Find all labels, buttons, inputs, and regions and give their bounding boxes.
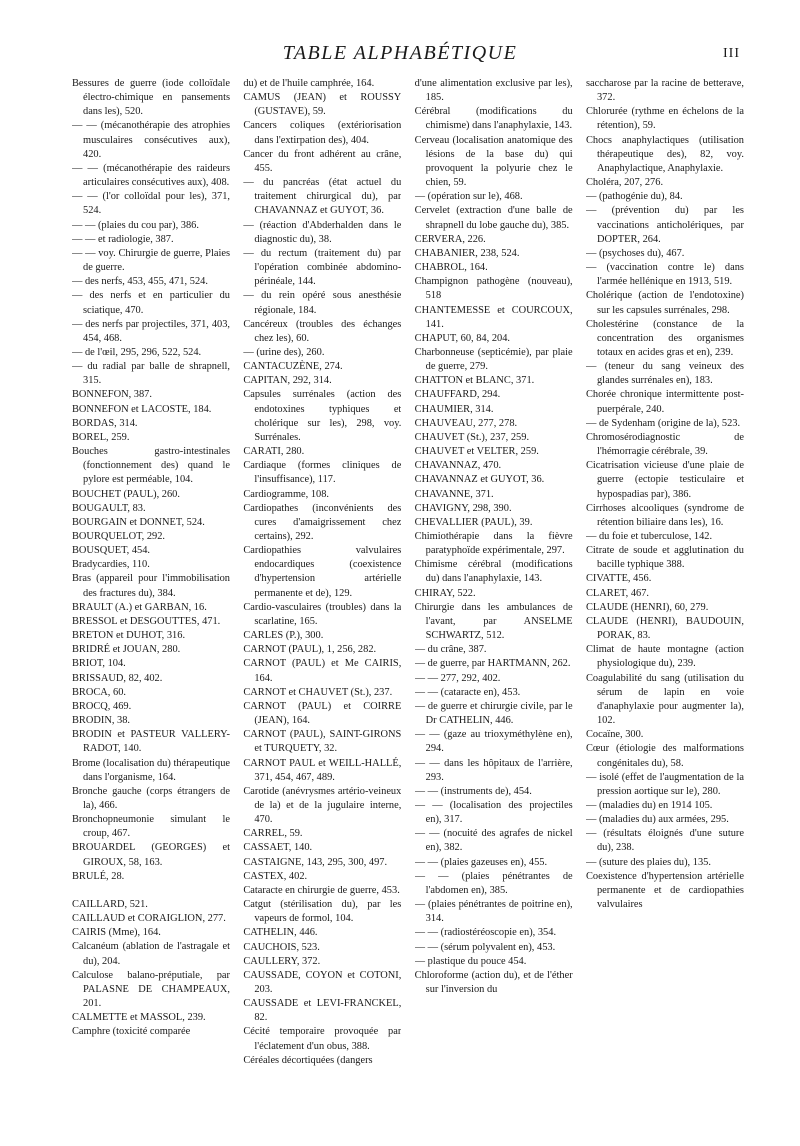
index-entry: Cocaïne, 300. (585, 729, 644, 741)
index-entry: CARATI, 280. (243, 446, 305, 458)
index-entry: BOUCHET (PAUL), 260. (72, 488, 180, 500)
index-entry: CAPITAN, 292, 314. (243, 375, 332, 387)
index-entry: Coexistence d'hypertension artérielle permanente et de cardiopathies valvulaires (585, 870, 744, 911)
index-entry: CHIRAY, 522. (414, 587, 476, 599)
index-entry: Bras (appareil pour l'immobilisation des fractures du), 384. (72, 573, 230, 599)
index-entry: CAULLERY, 372. (243, 955, 321, 967)
index-entry: — — (plaies du cou par), 386. (72, 219, 199, 231)
index-entry: Coagulabilité du sang (utilisation du sérum de lapin en voie d'anaphylaxie pour augmenter la), 102. (585, 672, 744, 727)
index-column-3 (415, 77, 573, 1139)
index-entry: — (plaies pénétrantes de poitrine en), 314. (414, 899, 573, 925)
index-entry: Cirrhoses alcooliques (syndrome de rétention biliaire dans les), 16. (585, 502, 744, 528)
index-entry: Cardiopathes (inconvénients des cures d'amaigrissement chez certains), 292. (243, 502, 402, 542)
index-entry: — (prévention du) par les vaccinations anticholériques, par DOPTER, 264. (585, 205, 744, 245)
index-entry: CHAVANNAZ, 470. (414, 460, 502, 472)
index-entry: CHAUVET et VELTER, 259. (414, 446, 539, 458)
index-entry: BRIDRÉ et JOUAN, 280. (72, 644, 181, 656)
index-entry: CARLES (P.), 300. (243, 630, 324, 642)
index-entry: — (maladies du) aux armées, 295. (585, 814, 729, 826)
index-entry: Bessures de guerre (iode colloïdale électro-chimique en pansements dans les), 520. (72, 78, 230, 118)
index-entry: BOUGAULT, 83. (72, 502, 146, 514)
index-entry: Capsules surrénales (action des endotoxines typhiques et cholérique sur les), 298, voy. Surrénales. (243, 389, 402, 443)
index-entry: BOREL, 259. (72, 431, 130, 443)
index-entry: Céréales décortiquées (dangers (243, 1054, 373, 1066)
index-entry: — (opération sur le), 468. (414, 191, 523, 203)
index-entry: CLAUDE (HENRI), BAUDOUIN, PORAK, 83. (585, 615, 744, 642)
index-entry: Carotide (anévrysmes artério-veineux de la) et de la jugulaire interne, 470. (243, 785, 402, 826)
index-entry: Cervelet (extraction d'une balle de shrapnell du lobe gauche du), 385. (414, 205, 573, 231)
index-entry: — (suture des plaies du), 135. (585, 856, 711, 868)
index-entry: BROCA, 60. (72, 686, 126, 698)
index-entry: BONNEFON, 387. (72, 389, 152, 401)
index-entry: — isolé (effet de l'augmentation de la pression aortique sur le), 280. (585, 771, 744, 797)
index-entry: — — (l'or colloïdal pour les), 371, 524. (72, 191, 230, 217)
index-entry: CHAUVEAU, 277, 278. (414, 417, 518, 429)
index-entry: Calculose balano-préputiale, par PALASNE DE CHAMPEAUX, 201. (72, 969, 230, 1009)
page-header (0, 38, 800, 72)
index-entry: Cancers coliques (extériorisation dans l'extirpation des), 404. (243, 120, 402, 146)
index-entry: BOURQUELOT, 292. (72, 531, 166, 542)
index-entry: — — (radiostéréoscopie en), 354. (414, 927, 557, 939)
index-entry: — (pathogénie du), 84. (585, 191, 683, 203)
index-entry: — de guerre, par HARTMANN, 262. (414, 658, 571, 670)
index-column-2 (243, 77, 401, 1139)
index-entry: Citrate de soude et agglutination du bacille typhique 388. (585, 545, 744, 571)
index-columns (72, 77, 744, 1139)
index-entry: BOUSQUET, 454. (72, 545, 151, 557)
index-entry: CAUSSADE et LEVI-FRANCKEL, 82. (243, 998, 402, 1024)
index-entry: — (psychoses du), 467. (585, 247, 685, 259)
index-entry: Chromosérodiagnostic de l'hémorragie cérébrale, 39. (585, 431, 744, 458)
index-entry: BOURGAIN et DONNET, 524. (72, 516, 205, 528)
index-entry: CARNOT (PAUL), SAINT-GIRONS et TURQUETY, 32. (243, 729, 402, 755)
index-entry: — du foie et tuberculose, 142. (585, 531, 713, 542)
index-entry: Chimisme cérébral (modifications du) dans l'anaphylaxie, 143. (414, 559, 573, 585)
index-entry: Cérébral (modifications du chimisme) dans l'anaphylaxie, 143. (414, 106, 573, 132)
index-entry: CALMETTE et MASSOL, 239. (72, 1012, 206, 1024)
index-entry: Cholérique (action de l'endotoxine) sur les capsules surrénales, 298. (585, 290, 744, 316)
index-entry: Chimiothérapie dans la fièvre paratyphoïde expérimentale, 297. (414, 531, 573, 557)
index-entry: — — (localisation des projectiles en), 317. (414, 799, 573, 826)
index-entry: — (teneur du sang veineux des glandes surrénales en), 183. (585, 361, 744, 387)
index-entry: BRISSAUD, 82, 402. (72, 672, 163, 684)
index-entry: — (vaccination contre le) dans l'armée hellénique en 1913, 519. (585, 262, 744, 288)
index-entry: CHAPUT, 60, 84, 204. (414, 332, 511, 344)
index-entry: CAILLARD, 521. (72, 898, 148, 910)
index-entry: CASSAET, 140. (243, 842, 313, 854)
index-entry: — du rein opéré sous anesthésie régionale, 184. (243, 290, 402, 316)
index-entry: CATHELIN, 446. (243, 927, 318, 939)
index-entry: Cancer du front adhérent au crâne, 455. (243, 148, 402, 174)
index-entry: — du rectum (traitement du) par l'opération combinée abdomino-périnéale, 144. (243, 247, 402, 288)
index-entry: CHABANIER, 238, 524. (414, 247, 520, 259)
running-title: TABLE ALPHABÉTIQUE (282, 42, 518, 64)
index-entry: CERVERA, 226. (414, 233, 486, 245)
index-entry: CAIRIS (Mme), 164. (72, 927, 161, 939)
index-entry: CASTAIGNE, 143, 295, 300, 497. (243, 856, 388, 868)
index-entry: CLARET, 467. (585, 587, 649, 599)
index-entry: Brome (localisation du) thérapeutique dans l'organisme, 164. (72, 757, 230, 783)
index-entry: — des nerfs et en particulier du sciatique, 470. (72, 290, 230, 316)
index-entry: — de Sydenham (origine de la), 523. (585, 417, 741, 429)
index-entry: — — voy. Chirurgie de guerre, Plaies de guerre. (72, 247, 230, 274)
index-entry: Climat de haute montagne (action physiologique du), 239. (585, 644, 744, 670)
index-entry: — — (nocuité des agrafes de nickel en), 382. (414, 828, 573, 854)
index-entry: — — 277, 292, 402. (414, 672, 501, 684)
index-entry: — des nerfs, 453, 455, 471, 524. (72, 276, 208, 288)
index-entry: — du crâne, 387. (414, 644, 487, 656)
index-entry: Bronchopneumonie simulant le croup, 467. (72, 814, 230, 840)
index-entry: — (réaction d'Abderhalden dans le diagnostic du), 38. (243, 219, 402, 245)
index-entry: CHANTEMESSE et COURCOUX, 141. (414, 304, 573, 330)
index-entry: — (résultats éloignés d'une suture du), 238. (585, 828, 744, 854)
index-entry: CHAVIGNY, 298, 390. (414, 502, 512, 514)
index-entry: — (urine des), 260. (243, 346, 325, 358)
index-entry: Cancéreux (troubles des échanges chez les), 60. (243, 318, 402, 344)
index-entry: Charbonneuse (septicémie), par plaie de guerre, 279. (414, 346, 573, 373)
index-entry: Cataracte en chirurgie de guerre, 453. (243, 884, 400, 896)
index-entry: Chirurgie dans les ambulances de l'avant, par ANSELME SCHWARTZ, 512. (414, 601, 573, 642)
index-entry: Cardiaque (formes cliniques de l'insuffisance), 117. (243, 460, 402, 486)
index-column-1 (72, 77, 230, 1139)
index-entry: BRIOT, 104. (72, 658, 126, 670)
index-entry: Bradycardies, 110. (72, 559, 150, 571)
index-entry: Cécité temporaire provoquée par l'éclatement d'un obus, 388. (243, 1026, 402, 1052)
index-entry: Cicatrisation vicieuse d'une plaie de guerre (ectopie testiculaire et hypospadias par), 386. (585, 460, 744, 500)
index-entry: Catgut (stérilisation du), par les vapeurs de formol, 104. (243, 899, 402, 925)
index-entry: Chlorurée (rythme en échelons de la rétention), 59. (585, 106, 744, 132)
index-entry: CHAUVET (St.), 237, 259. (414, 431, 530, 443)
index-entry: CARNOT (PAUL) et COIRRE (JEAN), 164. (243, 700, 402, 727)
index-entry: CHAUFFARD, 294. (414, 389, 501, 401)
index-entry: BRODIN, 38. (72, 715, 131, 727)
index-entry: — — (mécanothérapie des raideurs articulaires consécutives aux), 408. (72, 162, 230, 189)
index-entry: — de guerre et chirurgie civile, par le Dr CATHELIN, 446. (414, 700, 573, 727)
index-entry: CHABROL, 164. (414, 262, 488, 274)
index-entry: — (maladies du) en 1914 105. (585, 799, 713, 811)
index-entry: CAMUS (JEAN) et ROUSSY (GUSTAVE), 59. (243, 92, 402, 118)
index-entry: Cardiopathies valvulaires endocardiques (coexistence d'hypertension artérielle permanente et de), 129. (243, 545, 402, 599)
index-entry: saccharose par la racine de betterave, 372. (585, 78, 744, 104)
index-entry: CHAVANNE, 371. (414, 488, 494, 500)
index-entry: du) et de l'huile camphrée, 164. (243, 78, 375, 89)
index-entry: CAUSSADE, COYON et COTONI, 203. (243, 969, 402, 995)
index-entry: Cœur (étiologie des malformations congénitales du), 58. (585, 743, 744, 769)
index-entry: Bronche gauche (corps étrangers de la), 466. (72, 785, 230, 811)
index-entry: — des nerfs par projectiles, 371, 403, 454, 468. (72, 318, 230, 344)
index-entry: BROCQ, 469. (72, 700, 132, 712)
index-entry: BORDAS, 314. (72, 417, 138, 429)
index-entry: Chloroforme (action du), et de l'éther sur l'inversion du (414, 969, 573, 995)
index-entry: CHEVALLIER (PAUL), 39. (414, 516, 533, 528)
index-entry: Chocs anaphylactiques (utilisation thérapeutique des), 82, voy. Anaphylactique, Anaphylaxie. (585, 134, 744, 174)
index-entry: — — (sérum polyvalent en), 453. (414, 941, 556, 953)
index-entry: BRETON et DUHOT, 316. (72, 630, 186, 642)
index-entry: BRODIN et PASTEUR VALLERY-RADOT, 140. (72, 729, 230, 755)
index-entry: BROUARDEL (GEORGES) et GIROUX, 58, 163. (72, 842, 230, 868)
index-entry: Choléra, 207, 276. (585, 177, 664, 189)
index-entry: CARNOT et CHAUVET (St.), 237. (243, 686, 393, 698)
index-entry: Calcanéum (ablation de l'astragale et du), 204. (72, 941, 230, 967)
index-entry: CLAUDE (HENRI), 60, 279. (585, 601, 709, 613)
index-entry: CIVATTE, 456. (585, 573, 652, 585)
index-entry: — — dans les hôpitaux de l'arrière, 293. (414, 757, 573, 783)
index-entry: BRESSOL et DESGOUTTES, 471. (72, 615, 221, 627)
index-entry: — du pancréas (état actuel du traitement chirurgical du), par CHAVANNAZ et GUYOT, 36. (243, 177, 402, 217)
index-entry: CARNOT (PAUL) et Me CAIRIS, 164. (243, 658, 402, 684)
index-entry: Cardiogramme, 108. (243, 488, 330, 500)
index-entry: — — (plaies gazeuses en), 455. (414, 856, 548, 868)
index-entry: — de l'œil, 295, 296, 522, 524. (72, 346, 202, 358)
index-entry: — du radial par balle de shrapnell, 315. (72, 361, 230, 387)
index-entry: CASTEX, 402. (243, 870, 308, 882)
page-number: III (723, 46, 740, 61)
index-entry: CAUCHOIS, 523. (243, 941, 320, 953)
index-entry: CARNOT (PAUL), 1, 256, 282. (243, 644, 377, 656)
index-entry: Camphre (toxicité comparée (72, 1026, 191, 1038)
index-entry: — — (mécanothérapie des atrophies musculaires consécutives aux), 420. (72, 120, 230, 160)
index-entry: d'une alimentation exclusive par les), 185. (414, 78, 573, 104)
index-entry: Cholestérine (constance de la concentration des organismes totaux en acides gras et en), 239. (585, 318, 744, 358)
index-entry: CARREL, 59. (243, 828, 303, 840)
index-entry: CAILLAUD et CORAIGLION, 277. (72, 913, 226, 925)
index-entry: — — (instruments de), 454. (414, 785, 532, 797)
index-entry: — — (plaies pénétrantes de l'abdomen en), 385. (414, 870, 573, 896)
index-entry: BRAULT (A.) et GARBAN, 16. (72, 601, 207, 613)
index-entry: BRULÉ, 28. (72, 870, 125, 882)
index-entry: Cerveau (localisation anatomique des lésions de la base du) qui provoquent la polyurie chez le chien, 59. (414, 134, 573, 189)
index-entry: CARNOT PAUL et WEILL-HALLÉ, 371, 454, 467, 489. (243, 757, 402, 783)
index-entry: — plastique du pouce 454. (414, 955, 527, 967)
index-entry: CHATTON et BLANC, 371. (414, 375, 535, 387)
index-column-4 (586, 77, 744, 1139)
index-entry: CHAUMIER, 314. (414, 403, 494, 415)
index-entry: Champignon pathogène (nouveau), 518 (414, 276, 573, 302)
index-entry: CANTACUZÈNE, 274. (243, 361, 343, 373)
index-entry: Bouches gastro-intestinales (fonctionnement des) quand le pylore est perméable, 104. (72, 446, 230, 486)
index-entry: CHAVANNAZ et GUYOT, 36. (414, 474, 545, 486)
index-entry: — — et radiologie, 387. (72, 233, 174, 245)
index-entry: BONNEFON et LACOSTE, 184. (72, 403, 212, 415)
index-entry: Cardio-vasculaires (troubles) dans la scarlatine, 165. (243, 601, 402, 627)
index-entry: — — (gaze au trioxyméthylène en), 294. (414, 729, 573, 755)
index-entry: — — (cataracte en), 453. (414, 686, 521, 698)
index-entry: Chorée chronique intermittente post-puerpérale, 240. (585, 389, 744, 415)
